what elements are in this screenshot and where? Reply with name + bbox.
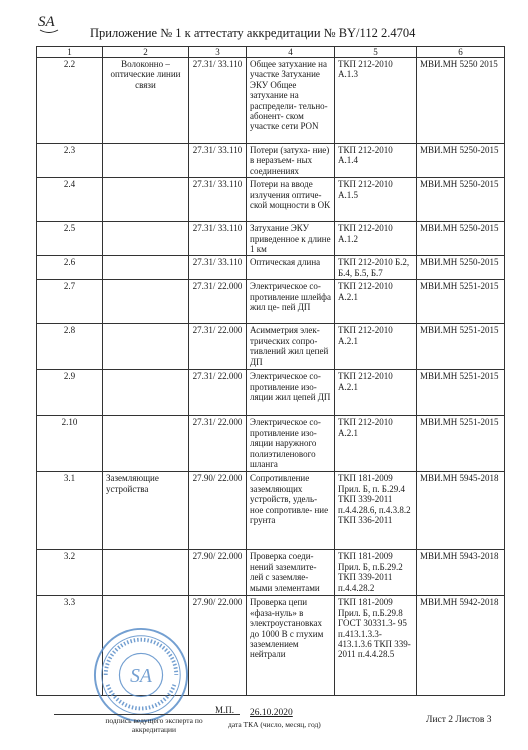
svg-text:SA: SA <box>130 665 152 687</box>
method-doc: МВИ.МН 5251-2015 <box>417 324 505 370</box>
characteristic: Затухание ЭКУ приведенное к длине 1 км <box>247 222 335 256</box>
method-doc: МВИ.МН 5251-2015 <box>417 280 505 324</box>
method-doc: МВИ.МН 5250 2015 <box>417 58 505 144</box>
method-doc: МВИ.МН 5945-2018 <box>417 472 505 550</box>
object-name <box>103 416 189 472</box>
table-row <box>37 178 505 222</box>
table-row <box>37 370 505 416</box>
object-code: 27.31/ 33.110 <box>189 256 247 280</box>
column-number: 1 <box>37 47 103 58</box>
object-code: 27.31/ 33.110 <box>189 144 247 178</box>
table-row <box>37 256 505 280</box>
page-title: Приложение № 1 к аттестату аккредитации № BY/112 2.4704 <box>90 26 416 40</box>
logo-letters: SA <box>38 14 55 30</box>
method-doc: МВИ.МН 5250-2015 <box>417 178 505 222</box>
method-doc: МВИ.МН 5250-2015 <box>417 222 505 256</box>
requirement-doc: ТКП 181-2009 Прил. Б, п.Б.29.8 ГОСТ 30331.3- 95 п.413.1.3.3- 413.1.3.6 ТКП 339-2011 п.4.4.28.5 <box>335 596 417 696</box>
table-row <box>37 144 505 178</box>
row-number: 3.2 <box>37 550 103 596</box>
object-code: 27.31/ 33.110 <box>189 222 247 256</box>
object-code: 27.31/ 22.000 <box>189 280 247 324</box>
object-code: 27.31/ 22.000 <box>189 324 247 370</box>
row-number: 3.1 <box>37 472 103 550</box>
row-number: 2.4 <box>37 178 103 222</box>
characteristic: Асимметрия элек- трических сопро- тивлений жил цепей ДП <box>247 324 335 370</box>
object-code: 27.31/ 22.000 <box>189 370 247 416</box>
accreditation-table <box>36 46 505 696</box>
object-code: 27.31/ 22.000 <box>189 416 247 472</box>
requirement-doc: ТКП 181-2009 Прил. Б, п.Б.29.2 ТКП 339-2011 п.4.4.28.2 <box>335 550 417 596</box>
table-row <box>37 58 505 144</box>
object-name <box>103 370 189 416</box>
page-info: Лист 2 Листов 3 <box>426 715 492 725</box>
method-doc: МВИ.МН 5251-2015 <box>417 416 505 472</box>
object-name <box>103 550 189 596</box>
stamp-place-label: М.П. <box>215 705 235 715</box>
object-name <box>103 178 189 222</box>
requirement-doc: ТКП 212-2010 А.2.1 <box>335 324 417 370</box>
characteristic: Сопротивление заземляющих устройств, удель- ное сопротивле- ние грунта <box>247 472 335 550</box>
method-doc: МВИ.МН 5250-2015 <box>417 144 505 178</box>
table-row <box>37 550 505 596</box>
column-number: 5 <box>335 47 417 58</box>
characteristic: Электрическое со- противление шлейфа жил це- пей ДП <box>247 280 335 324</box>
row-number: 2.6 <box>37 256 103 280</box>
object-code: 27.31/ 33.110 <box>189 178 247 222</box>
row-number: 2.7 <box>37 280 103 324</box>
object-code: 27.90/ 22.000 <box>189 596 247 696</box>
column-number: 4 <box>247 47 335 58</box>
table-row <box>37 324 505 370</box>
object-name <box>103 324 189 370</box>
signature-caption: подпись ведущего эксперта по аккредитации <box>105 716 203 734</box>
table-row <box>37 416 505 472</box>
requirement-doc: ТКП 181-2009 Прил. Б, п. Б.29.4 ТКП 339-2011 п.4.4.28.6, п.4.3.8.2 ТКП 336-2011 <box>335 472 417 550</box>
object-code: 27.90/ 22.000 <box>189 472 247 550</box>
sa-logo-icon <box>36 10 62 36</box>
object-name <box>103 144 189 178</box>
object-code: 27.90/ 22.000 <box>189 550 247 596</box>
column-number: 2 <box>103 47 189 58</box>
object-name <box>103 256 189 280</box>
object-name <box>103 280 189 324</box>
method-doc: МВИ.МН 5251-2015 <box>417 370 505 416</box>
requirement-doc: ТКП 212-2010 А.2.1 <box>335 416 417 472</box>
characteristic: Потери (затуха- ние) в неразъем- ных соединениях <box>247 144 335 178</box>
method-doc: МВИ.МН 5250-2015 <box>417 256 505 280</box>
requirement-doc: ТКП 212-2010 Б.2, Б.4, Б.5, Б.7 <box>335 256 417 280</box>
date-caption: дата ТКА (число, месяц, год) <box>228 720 321 729</box>
requirement-doc: ТКП 212-2010 А.1.2 <box>335 222 417 256</box>
table-row <box>37 280 505 324</box>
row-number: 2.9 <box>37 370 103 416</box>
row-number: 3.3 <box>37 596 103 696</box>
characteristic: Оптическая длина <box>247 256 335 280</box>
requirement-doc: ТКП 212-2010 А.2.1 <box>335 280 417 324</box>
characteristic: Проверка соеди- нений заземлите- лей с заземляе- мыми элементами <box>247 550 335 596</box>
tka-date: 26.10.2020 <box>250 708 293 718</box>
characteristic: Общее затухание на участке Затухание ЭКУ Общее затухание на распредели- тельно-абонент- ском участке сети PON <box>247 58 335 144</box>
column-number-row <box>37 47 505 58</box>
object-name: Волоконно – оптические линии связи <box>103 58 189 144</box>
object-name <box>103 222 189 256</box>
object-code: 27.31/ 33.110 <box>189 58 247 144</box>
column-number: 3 <box>189 47 247 58</box>
table-row <box>37 472 505 550</box>
row-number: 2.2 <box>37 58 103 144</box>
characteristic: Электрическое со- противление изо- ляции наружного полиэтиленового шланга <box>247 416 335 472</box>
characteristic: Потери на вводе излучения оптиче- ской мощности в ОК <box>247 178 335 222</box>
characteristic: Проверка цепи «фаза-нуль» в электроустановках до 1000 В с глухим заземлением нейтрали <box>247 596 335 696</box>
requirement-doc: ТКП 212-2010 А.1.3 <box>335 58 417 144</box>
row-number: 2.3 <box>37 144 103 178</box>
requirement-doc: ТКП 212-2010 А.1.5 <box>335 178 417 222</box>
row-number: 2.10 <box>37 416 103 472</box>
method-doc: МВИ.МН 5942-2018 <box>417 596 505 696</box>
method-doc: МВИ.МН 5943-2018 <box>417 550 505 596</box>
column-number: 6 <box>417 47 505 58</box>
object-name: Заземляющие устройства <box>103 472 189 550</box>
row-number: 2.8 <box>37 324 103 370</box>
signature-line <box>54 714 240 715</box>
row-number: 2.5 <box>37 222 103 256</box>
requirement-doc: ТКП 212-2010 А.1.4 <box>335 144 417 178</box>
characteristic: Электрическое со- противление изо- ляции жил цепей ДП <box>247 370 335 416</box>
requirement-doc: ТКП 212-2010 А.2.1 <box>335 370 417 416</box>
table-row <box>37 222 505 256</box>
accreditation-seal-icon <box>92 626 190 724</box>
